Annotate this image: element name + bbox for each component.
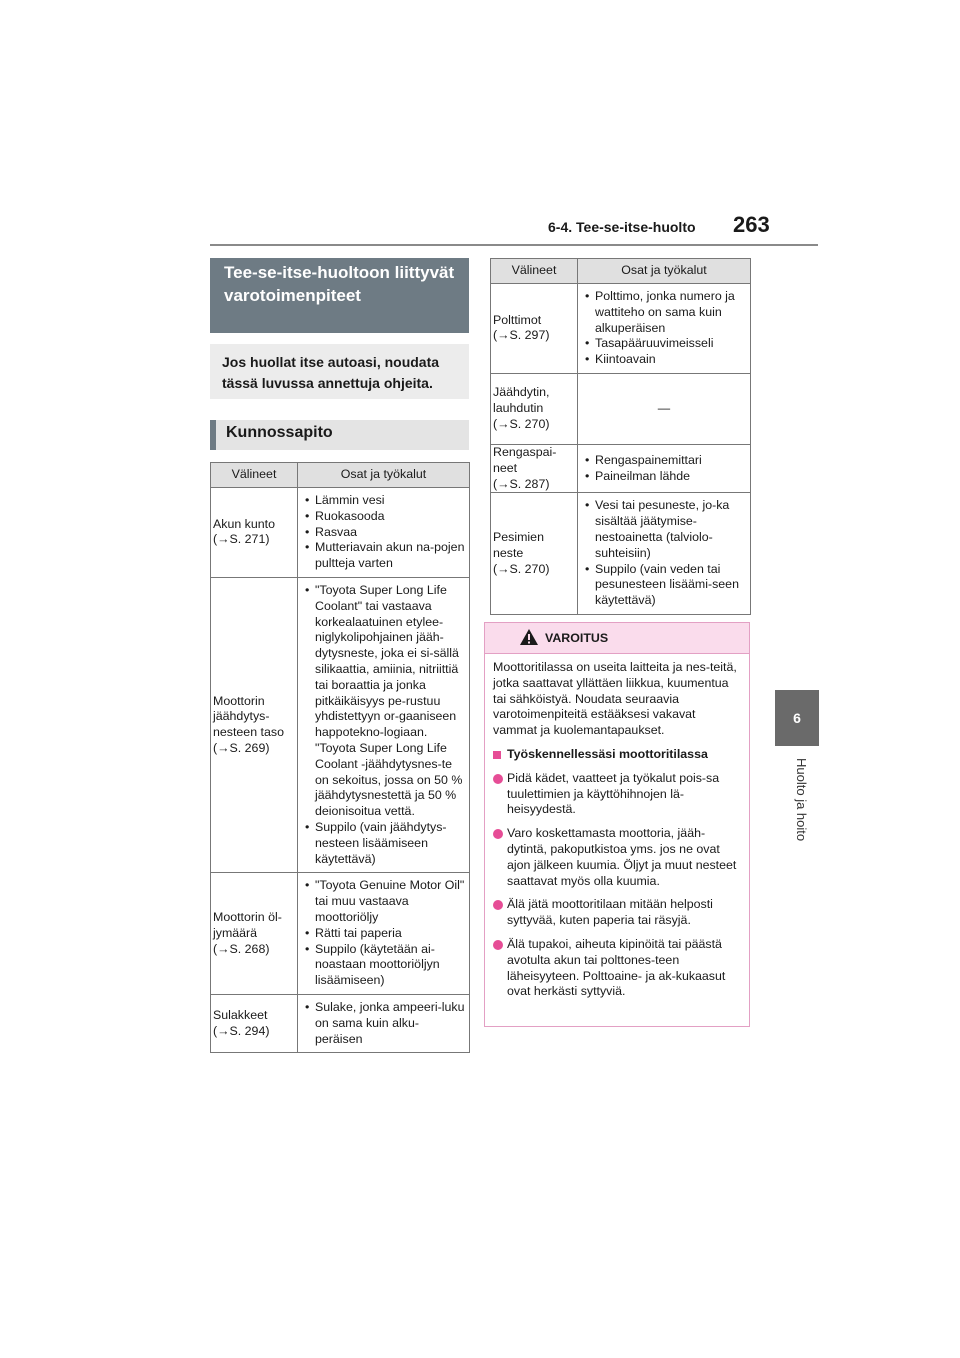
table-row xyxy=(491,444,751,492)
table-row xyxy=(211,994,470,1052)
tool-name-line: lauhdutin xyxy=(493,401,544,416)
tool-name-line: (→S. 287) xyxy=(493,476,550,491)
tool-name-line: neet xyxy=(493,460,518,475)
parts-list xyxy=(301,583,466,867)
intro-text: Jos huollat itse autoasi, noudata tässä luvussa annettuja ohjeita. xyxy=(210,344,469,399)
tool-name-line: Rengaspai- xyxy=(493,444,557,459)
tool-name-line: Akun kunto xyxy=(213,516,275,531)
parts-list xyxy=(581,498,747,609)
section-title: 6-4. Tee-se-itse-huolto xyxy=(548,219,696,235)
page-number: 263 xyxy=(733,212,770,237)
header-rule xyxy=(210,244,818,246)
tool-cell xyxy=(211,994,298,1052)
parts-list xyxy=(581,289,747,368)
chapter-title: Tee-se-itse-huoltoon liittyvät varotoimenpiteet xyxy=(210,258,469,333)
parts-list-item: • Polttimo, jonka numero ja wattiteho on sama kuin alkuperäisen xyxy=(581,289,747,336)
warning-item: Pidä kädet, vaatteet ja työkalut pois-sa tuulettimien ja käyttöhihnojen lä-heisyydestä. xyxy=(493,771,741,818)
tool-cell xyxy=(211,873,298,995)
table-row xyxy=(491,284,751,374)
parts-list-item: • Rengaspainemittari xyxy=(581,453,747,469)
tool-cell xyxy=(491,444,578,492)
column-header-parts: Osat ja työkalut xyxy=(578,259,751,284)
column-header-tools: Välineet xyxy=(491,259,578,284)
parts-cell xyxy=(578,373,751,444)
tool-name-line: (→S. 294) xyxy=(213,1023,270,1038)
tool-cell xyxy=(491,493,578,615)
tool-name-line: (→S. 268) xyxy=(213,941,270,956)
warning-body xyxy=(485,654,749,1000)
parts-list-item: • Mutteriavain akun na-pojen pultteja varten xyxy=(301,540,466,572)
tool-cell xyxy=(491,284,578,374)
tool-name-line: Moottorin öl- xyxy=(213,909,282,924)
table-row xyxy=(211,577,470,872)
parts-list-item: • Suppilo (vain veden tai pesunesteen lisäämi-seen käytettävä) xyxy=(581,562,747,609)
parts-list-item: • Suppilo (käytetään ai-noastaan moottoriöljyn lisäämiseen) xyxy=(301,942,466,989)
table-row xyxy=(491,373,751,444)
tool-name-line: (→S. 270) xyxy=(493,416,550,431)
warning-triangle-icon xyxy=(519,628,539,646)
tool-name-line: Sulakkeet xyxy=(213,1007,268,1022)
tool-cell xyxy=(211,577,298,872)
tool-name-line: Polttimot xyxy=(493,312,542,327)
table-row xyxy=(211,488,470,578)
parts-list-item: • Rätti tai paperia xyxy=(301,926,466,942)
warning-title: VAROITUS xyxy=(545,631,609,645)
warning-box xyxy=(484,622,750,1027)
parts-list-item: • Suppilo (vain jäähdytys-nesteen lisäämiseen käytettävä) xyxy=(301,820,466,867)
table-row xyxy=(211,873,470,995)
parts-list xyxy=(301,493,466,572)
parts-list-item: • Ruokasooda xyxy=(301,509,466,525)
tool-name-line: (→S. 297) xyxy=(493,328,550,343)
tools-table-right xyxy=(490,258,751,615)
tool-cell xyxy=(491,373,578,444)
column-header-tools: Välineet xyxy=(211,463,298,488)
tools-table-left xyxy=(210,462,470,1053)
tool-cell xyxy=(211,488,298,578)
parts-list-item: • "Toyota Super Long Life Coolant" tai vastaava korkealaatuinen etylee-niglykolipohjainen jääh-dytysneste, joka ei si-sällä silikaattia, amiinia, nitriittiä tai boraattia ja jonka pitkäikäisyys pe-rustuu yhdistettyyn or-gaaniseen happotekno-logiaan. "Toyota Super Long Life Coolant -jäähdytysnes-te on sekoitus, jossa on 50 % jäähdytysnestettä ja 50 % deionisoitua vettä. xyxy=(301,583,466,820)
parts-list xyxy=(301,878,466,989)
warning-subheading: Työskennellessäsi moottoritilassa xyxy=(493,747,741,763)
parts-cell xyxy=(578,444,751,492)
parts-cell xyxy=(298,577,470,872)
parts-cell xyxy=(298,994,470,1052)
parts-cell xyxy=(298,488,470,578)
parts-list-item: • Paineilman lähde xyxy=(581,469,747,485)
warning-item: Älä tupakoi, aiheuta kipinöitä tai päästä avotulta akun tai polttones-teen läheisyyteen. Polttoaine- ja ak-kukaasut ovat herkästi syttyviä. xyxy=(493,937,741,1000)
parts-list-item: • Rasvaa xyxy=(301,525,466,541)
parts-list-item: • Lämmin vesi xyxy=(301,493,466,509)
tool-name-line: jymäärä xyxy=(213,925,258,940)
parts-list xyxy=(301,1000,466,1047)
parts-list-item: • Kiintoavain xyxy=(581,352,747,368)
parts-list xyxy=(581,453,747,485)
warning-intro: Moottoritilassa on useita laitteita ja nes-teitä, jotka saattavat yllättäen liikkua, kuumentua tai sähköistyä. Noudata seuraavia varotoimenpiteitä estääksesi vakavat vammat ja kuolemantapaukset. xyxy=(493,660,737,738)
tool-name-line: (→S. 271) xyxy=(213,532,270,547)
chapter-tab-number: 6 xyxy=(793,710,801,726)
tool-name-line: Jäähdytin, xyxy=(493,385,550,400)
tool-name-line: (→S. 269) xyxy=(213,740,270,755)
parts-list-item: • Vesi tai pesuneste, jo-ka sisältää jäätymise-nestoainetta (talviolo-suhteisiin) xyxy=(581,498,747,561)
chapter-tab xyxy=(775,690,819,746)
parts-list-item: • Tasapääruuvimeisseli xyxy=(581,336,747,352)
tool-name-line: neste xyxy=(493,545,524,560)
warning-header xyxy=(485,623,749,654)
column-header-parts: Osat ja työkalut xyxy=(298,463,470,488)
tool-name-line: Pesimien xyxy=(493,529,544,544)
chapter-tab-label: Huolto ja hoito xyxy=(794,758,809,842)
no-parts-dash: — xyxy=(657,401,671,416)
warning-item: Älä jätä moottoritilaan mitään helposti syttyvää, kuten paperia tai räsyjä. xyxy=(493,897,741,929)
table-row xyxy=(491,493,751,615)
parts-cell xyxy=(298,873,470,995)
tool-name-line: (→S. 270) xyxy=(493,561,550,576)
subheading: Kunnossapito xyxy=(210,420,469,450)
warning-item: Varo koskettamasta moottoria, jääh-dytintä, pakoputkistoa yms. jos ne ovat ajon jälkeen kuumia. Öljyt ja muut nesteet saattavat myös olla kuumia. xyxy=(493,826,741,889)
parts-list-item: • Sulake, jonka ampeeri-luku on sama kuin alku-peräisen xyxy=(301,1000,466,1047)
parts-cell xyxy=(578,284,751,374)
tool-name-line: jäähdytys- xyxy=(213,709,270,724)
tool-name-line: Moottorin xyxy=(213,693,265,708)
parts-list-item: • "Toyota Genuine Motor Oil" tai muu vastaava moottoriöljy xyxy=(301,878,466,925)
tool-name-line: nesteen taso xyxy=(213,725,284,740)
parts-cell xyxy=(578,493,751,615)
